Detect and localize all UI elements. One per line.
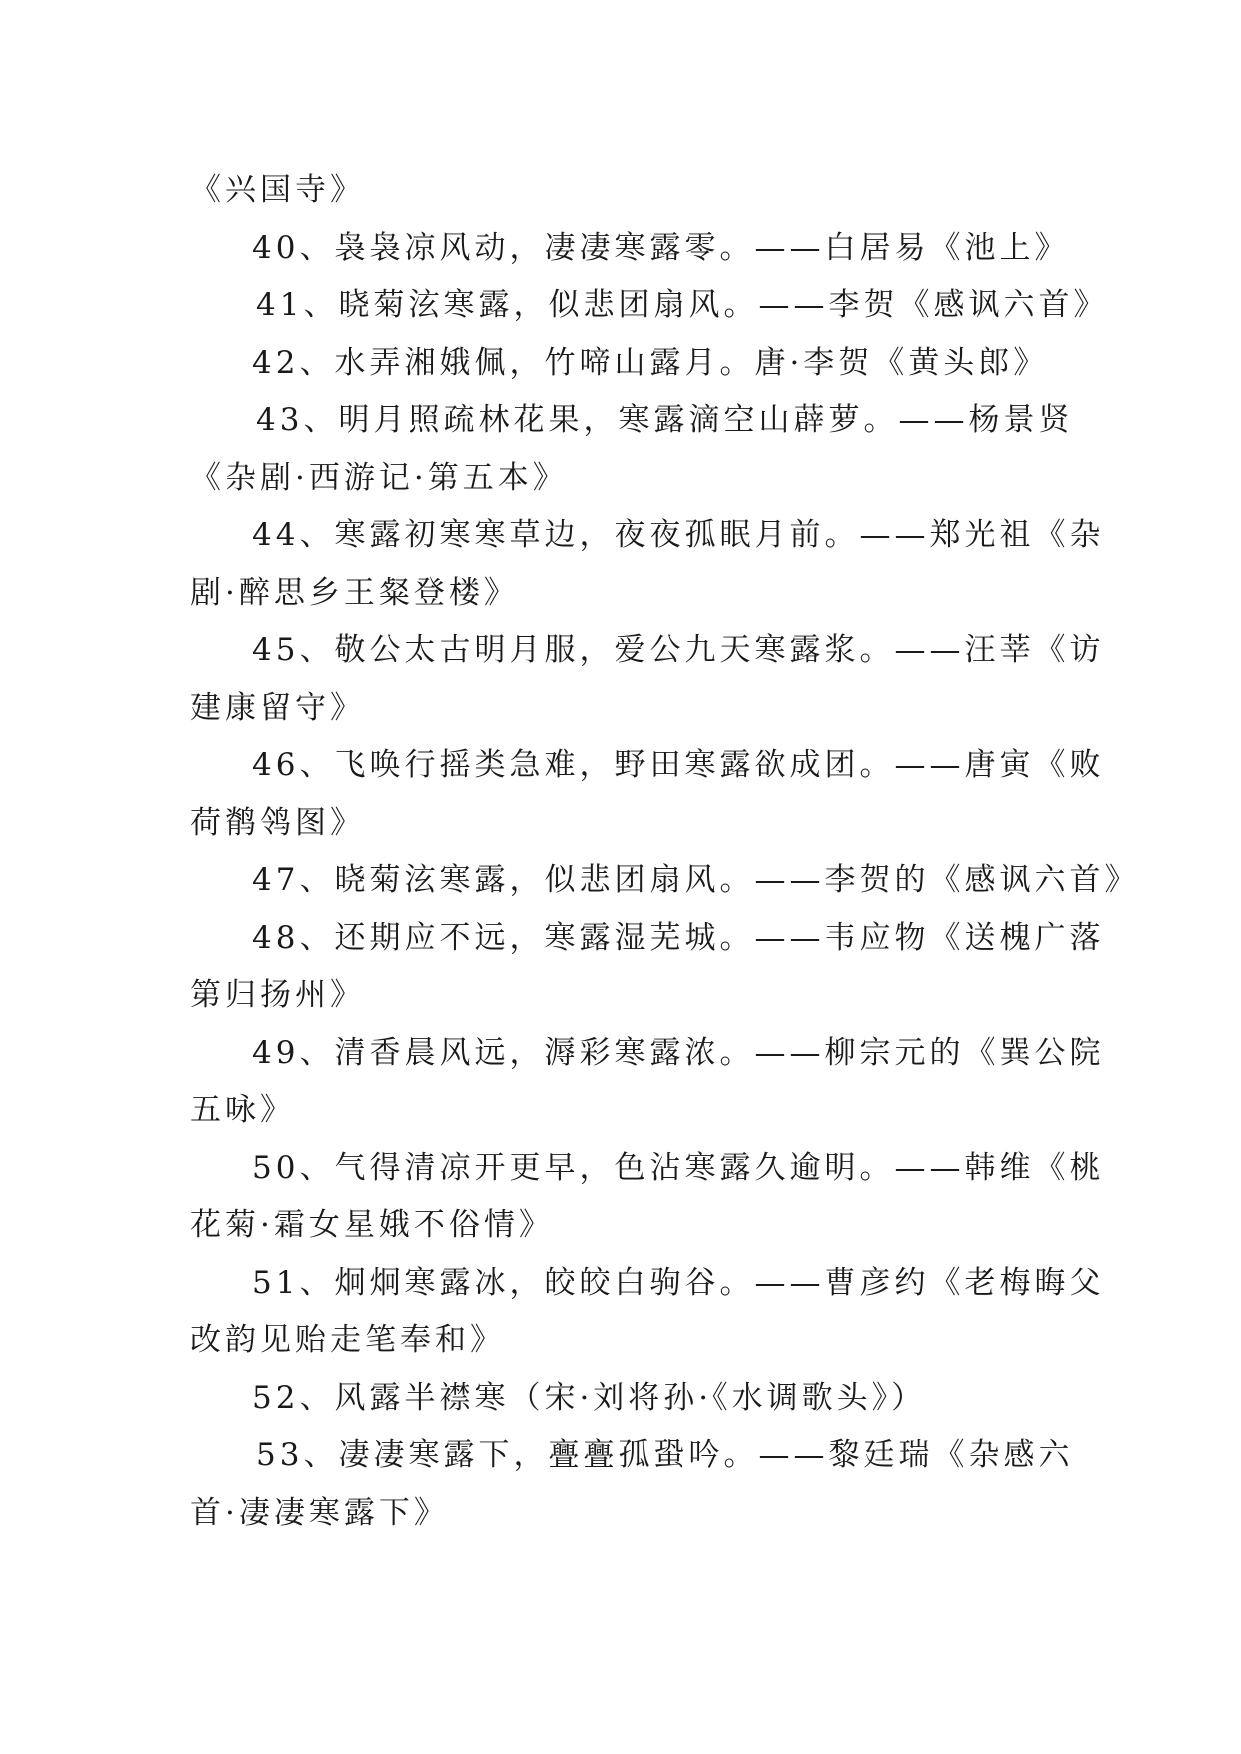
poem-line-46: 46、飞唤行摇类急难，野田寒露欲成团。——唐寅《败 bbox=[252, 747, 1105, 783]
poem-line-43: 43、明月照疏林花果，寒露滴空山薜萝。——杨景贤 bbox=[256, 402, 1074, 438]
poem-line-46-cont: 荷鹡鸰图》 bbox=[190, 804, 365, 841]
poem-line-48-cont: 第归扬州》 bbox=[190, 977, 365, 1013]
poem-line-50: 50、气得清凉开更早，色沾寒露久逾明。——韩维《桃 bbox=[252, 1149, 1105, 1186]
poem-line-40: 40、袅袅凉风动，凄凄寒露零。——白居易《池上》 bbox=[252, 229, 1070, 266]
poem-line-45: 45、敬公太古明月服，爱公九天寒露浆。——汪莘《访 bbox=[252, 632, 1105, 668]
poem-line-52: 52、风露半襟寒（宋·刘将孙·《水调歌头》） bbox=[252, 1379, 927, 1416]
poem-line-44: 44、寒露初寒寒草边，夜夜孤眠月前。——郑光祖《杂 bbox=[252, 517, 1105, 553]
poem-line-45-cont: 建康留守》 bbox=[190, 689, 365, 726]
poem-line-41: 41、晓菊泫寒露，似悲团扇风。——李贺《感讽六首》 bbox=[256, 287, 1109, 323]
text-line: 《兴国寺》 bbox=[190, 172, 365, 208]
document-body bbox=[190, 162, 1140, 1542]
poem-line-53-cont: 首·凄凄寒露下》 bbox=[190, 1494, 449, 1531]
poem-line-48: 48、还期应不远，寒露湿芜城。——韦应物《送槐广落 bbox=[252, 919, 1105, 956]
poem-line-51: 51、炯炯寒露冰，皎皎白驹谷。——曹彦约《老梅晦父 bbox=[252, 1264, 1105, 1301]
poem-line-49-cont: 五咏》 bbox=[190, 1092, 295, 1128]
poem-line-53: 53、凄凄寒露下，亹亹孤蛩吟。——黎廷瑞《杂感六 bbox=[256, 1437, 1074, 1473]
poem-line-51-cont: 改韵见贻走笔奉和》 bbox=[190, 1322, 505, 1358]
poem-line-42: 42、水弄湘娥佩，竹啼山露月。唐·李贺《黄头郎》 bbox=[252, 344, 1049, 381]
poem-line-47: 47、晓菊泫寒露，似悲团扇风。——李贺的《感讽六首》 bbox=[252, 862, 1140, 898]
poem-line-44-cont: 剧·醉思乡王粲登楼》 bbox=[190, 574, 519, 611]
poem-line-49: 49、清香晨风远，溽彩寒露浓。——柳宗元的《巽公院 bbox=[252, 1034, 1105, 1071]
poem-line-43-cont: 《杂剧·西游记·第五本》 bbox=[190, 459, 568, 496]
poem-line-50-cont: 花菊·霜女星娥不俗情》 bbox=[190, 1207, 554, 1243]
